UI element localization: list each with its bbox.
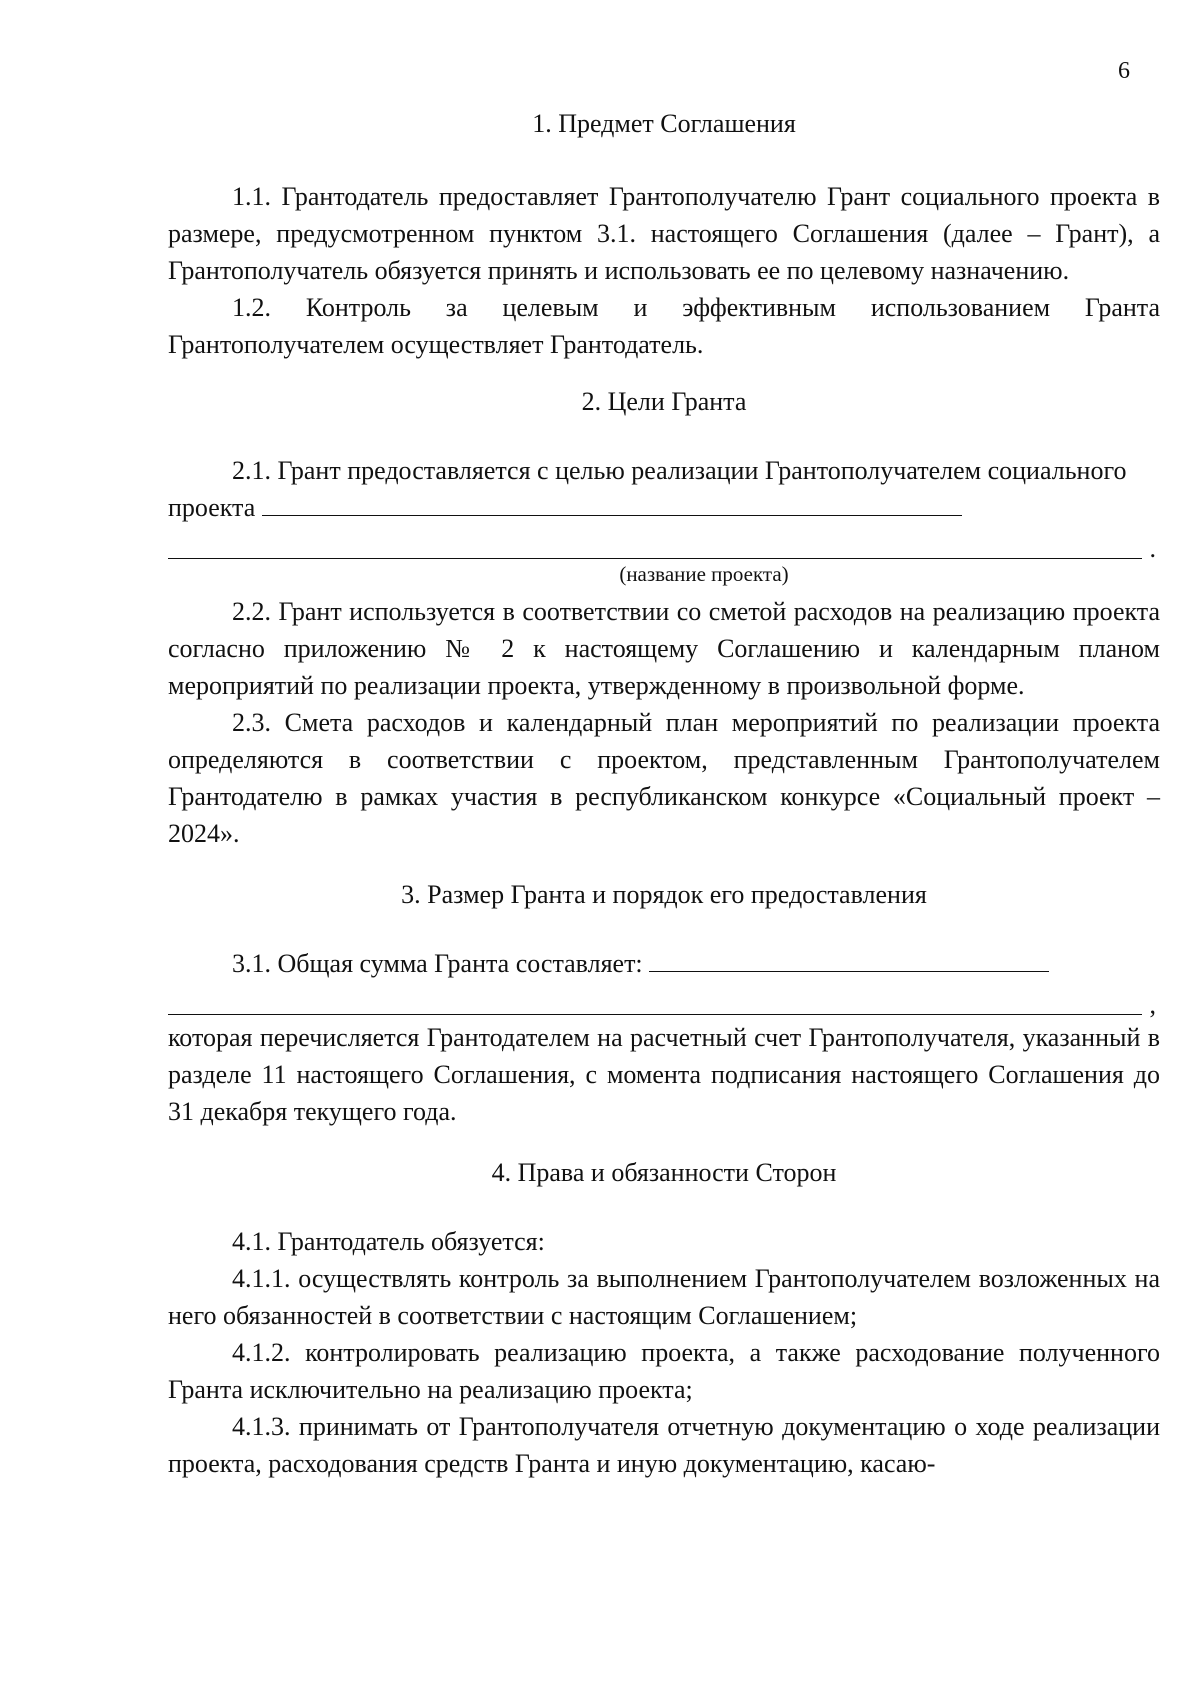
project-name-caption: (название проекта) bbox=[619, 562, 789, 586]
section-4-heading: 4. Права и обязанности Сторон bbox=[491, 1158, 837, 1187]
paragraph-3-1-text: 3.1. Общая сумма Гранта составляет: bbox=[232, 949, 643, 978]
project-name-period: . bbox=[1149, 534, 1156, 563]
grant-amount-blank-line bbox=[649, 961, 1049, 972]
grant-amount-comma: , bbox=[1149, 990, 1156, 1019]
page-number: 6 bbox=[1118, 58, 1130, 84]
paragraph-4-1: 4.1. Грантодатель обязуется: bbox=[232, 1227, 545, 1256]
project-name-line-row bbox=[168, 526, 1160, 563]
grant-amount-blank-line-2 bbox=[168, 984, 1142, 1015]
paragraph-2-1-text: 2.1. Грант предоставляется с целью реализации Грантополучателем социального проекта bbox=[168, 456, 1127, 522]
paragraph-1-2: 1.2. Контроль за целевым и эффективным использованием Гранта Грантополучателем осуществляет Грантодатель. bbox=[168, 293, 1160, 359]
section-2-heading: 2. Цели Гранта bbox=[581, 387, 747, 416]
paragraph-3-1-continuation: которая перечисляется Грантодателем на расчетный счет Грантополучателя, указанный в разделе 11 настоящего Соглашения, с момента подписания настоящего Соглашения до 31 декабря текущего года. bbox=[168, 1023, 1160, 1126]
paragraph-3-1 bbox=[168, 945, 1160, 982]
section-3-heading: 3. Размер Гранта и порядок его предоставления bbox=[401, 880, 927, 909]
paragraph-2-1 bbox=[168, 452, 1160, 526]
document-body bbox=[168, 105, 1160, 1482]
project-name-blank-line bbox=[262, 505, 962, 516]
paragraph-2-3: 2.3. Смета расходов и календарный план мероприятий по реализации проекта определяются в соответствии с проектом, представленным Грантополучателем Грантодателю в рамках участия в республиканском конкурсе «Социальный проект – 2024». bbox=[168, 708, 1160, 848]
section-1-heading: 1. Предмет Соглашения bbox=[532, 109, 796, 138]
paragraph-2-2: 2.2. Грант используется в соответствии со сметой расходов на реализацию проекта согласно приложению № 2 к настоящему Соглашению и календарным планом мероприятий по реализации проекта, утвержденному в произвольной форме. bbox=[168, 597, 1160, 700]
paragraph-4-1-2: 4.1.2. контролировать реализацию проекта, а также расходование полученного Гранта исключительно на реализацию проекта; bbox=[168, 1338, 1160, 1404]
project-name-blank-line-2 bbox=[168, 528, 1142, 559]
paragraph-1-1: 1.1. Грантодатель предоставляет Грантополучателю Грант социального проекта в размере, предусмотренном пунктом 3.1. настоящего Соглашения (далее – Грант), а Грантополучатель обязуется принять и использовать ее по целевому назначению. bbox=[168, 182, 1160, 285]
grant-amount-line-row bbox=[168, 982, 1160, 1019]
paragraph-4-1-1: 4.1.1. осуществлять контроль за выполнением Грантополучателем возложенных на него обязанностей в соответствии с настоящим Соглашением; bbox=[168, 1264, 1160, 1330]
paragraph-4-1-3: 4.1.3. принимать от Грантополучателя отчетную документацию о ходе реализации проекта, расходования средств Гранта и иную документацию, касаю- bbox=[168, 1412, 1160, 1478]
